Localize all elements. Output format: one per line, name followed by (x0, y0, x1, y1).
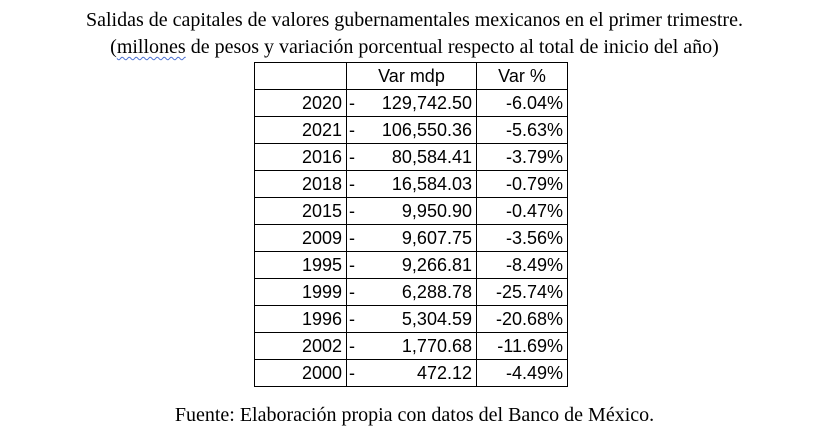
table-row (255, 198, 568, 225)
row-var-mdp: 1,770.68 (401, 335, 472, 356)
document-subtitle (0, 34, 829, 60)
row-var-mdp-cell (347, 279, 477, 306)
row-var-pct: -0.79% (477, 171, 568, 198)
row-var-mdp: 9,266.81 (401, 254, 472, 275)
row-sign: - (349, 335, 355, 356)
row-var-mdp-cell (347, 360, 477, 387)
row-year: 2015 (255, 198, 347, 225)
table-row (255, 144, 568, 171)
table-row (255, 117, 568, 144)
row-var-mdp: 9,607.75 (401, 227, 472, 248)
row-var-mdp: 80,584.41 (391, 146, 472, 167)
table-row (255, 279, 568, 306)
table-row (255, 90, 568, 117)
row-var-mdp-cell (347, 252, 477, 279)
table-row (255, 225, 568, 252)
row-var-mdp: 5,304.59 (401, 308, 472, 329)
row-var-mdp-cell (347, 306, 477, 333)
row-var-mdp: 6,288.78 (401, 281, 472, 302)
header-var-pct: Var % (477, 63, 568, 90)
row-sign: - (349, 362, 355, 383)
row-var-mdp-cell (347, 90, 477, 117)
row-var-mdp-cell (347, 225, 477, 252)
subtitle-rest: de pesos y variación porcentual respecto al total de inicio del año) (185, 36, 719, 58)
capital-outflows-table (254, 62, 568, 387)
table-row (255, 252, 568, 279)
source-note: Fuente: Elaboración propia con datos del Banco de México. (174, 404, 655, 426)
row-year: 2016 (255, 144, 347, 171)
table-header-row (255, 63, 568, 90)
row-var-pct: -0.47% (477, 198, 568, 225)
row-var-mdp: 472.12 (416, 362, 472, 383)
row-sign: - (349, 119, 355, 140)
row-year: 1995 (255, 252, 347, 279)
row-year: 2021 (255, 117, 347, 144)
header-year (255, 63, 347, 90)
row-var-pct: -8.49% (477, 252, 568, 279)
row-var-pct: -5.63% (477, 117, 568, 144)
row-year: 2009 (255, 225, 347, 252)
header-var-mdp: Var mdp (347, 63, 477, 90)
row-year: 2020 (255, 90, 347, 117)
subtitle-open-paren: ( (110, 36, 117, 58)
row-sign: - (349, 173, 355, 194)
row-var-mdp-cell (347, 333, 477, 360)
table-body (255, 90, 568, 387)
row-year: 1996 (255, 306, 347, 333)
row-var-mdp-cell (347, 171, 477, 198)
row-var-mdp-cell (347, 117, 477, 144)
row-sign: - (349, 281, 355, 302)
row-sign: - (349, 227, 355, 248)
row-sign: - (349, 200, 355, 221)
table-row (255, 171, 568, 198)
table-row (255, 333, 568, 360)
row-var-pct: -11.69% (477, 333, 568, 360)
row-var-pct: -3.79% (477, 144, 568, 171)
row-sign: - (349, 308, 355, 329)
row-var-pct: -4.49% (477, 360, 568, 387)
subtitle-spellcheck-word: millones (116, 36, 186, 58)
row-sign: - (349, 254, 355, 275)
table-row (255, 360, 568, 387)
row-year: 1999 (255, 279, 347, 306)
row-var-mdp: 9,950.90 (401, 200, 472, 221)
document-title: Salidas de capitales de valores gubernamentales mexicanos en el primer trimestre. (86, 9, 743, 31)
row-var-pct: -25.74% (477, 279, 568, 306)
row-var-mdp-cell (347, 144, 477, 171)
row-var-mdp: 106,550.36 (381, 119, 472, 140)
row-sign: - (349, 146, 355, 167)
row-year: 2002 (255, 333, 347, 360)
row-var-pct: -20.68% (477, 306, 568, 333)
row-var-mdp: 16,584.03 (391, 173, 472, 194)
row-var-pct: -3.56% (477, 225, 568, 252)
row-sign: - (349, 92, 355, 113)
row-year: 2018 (255, 171, 347, 198)
row-year: 2000 (255, 360, 347, 387)
row-var-pct: -6.04% (477, 90, 568, 117)
table-row (255, 306, 568, 333)
row-var-mdp-cell (347, 198, 477, 225)
row-var-mdp: 129,742.50 (381, 92, 472, 113)
